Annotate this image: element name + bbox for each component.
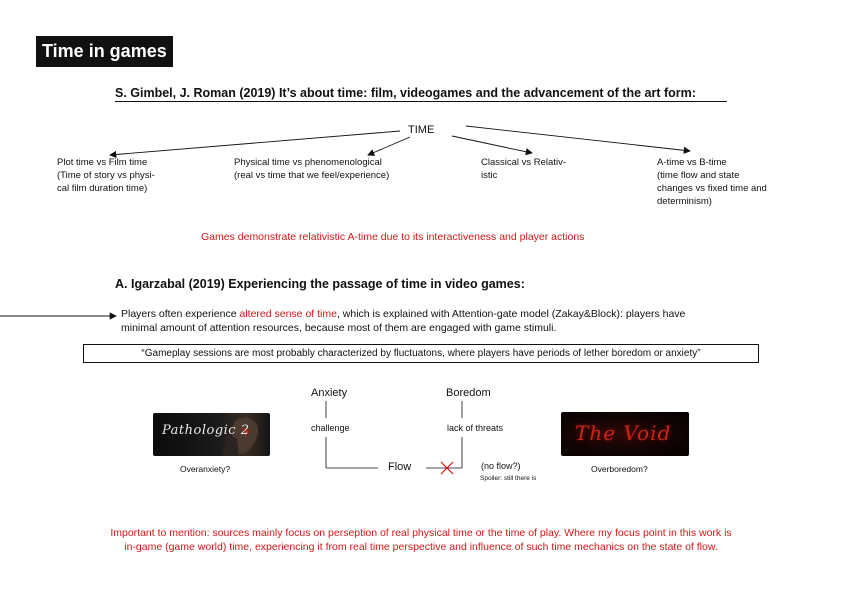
the-void-logo: The Void: [575, 421, 672, 445]
spoiler-note: Spoiler: still there is: [480, 475, 537, 482]
page-title: Time in games: [36, 36, 173, 67]
gameplay-quote: “Gameplay sessions are most probably characterized by fluctuatons, where players have periods of lether boredom or anxiety”: [83, 344, 759, 363]
branch-classical: Classical vs Relativ- istic: [481, 157, 566, 181]
footer-note: Important to mention: sources mainly focus on perseption of real physical time or the time of play. Where my focus point in this work is in-game (game world) time, experiencing it from real time perspective and influence of such time mechanics on the state of flow.: [110, 527, 732, 553]
flow-label: Flow: [388, 461, 412, 473]
branch-physical-time: Physical time vs phenomenological (real vs time that we feel/experience): [234, 157, 390, 181]
challenge-label: challenge: [311, 423, 350, 433]
overanxiety-caption: Overanxiety?: [180, 464, 231, 474]
boredom-label: Boredom: [446, 387, 491, 399]
pathologic-2-logo: Pathologic 2: [162, 423, 250, 438]
the-void-image: [561, 412, 689, 456]
lack-of-threats-label: lack of threats: [447, 423, 504, 433]
attention-gate-paragraph: Players often experience altered sense of time, which is explained with Attention-gate model (Zakay&Block): players have minimal amount of attention resources, because most of them are engaged with game stimuli.: [121, 308, 686, 334]
branch-plot-time: Plot time vs Film time (Time of story vs physi- cal film duration time): [57, 157, 155, 194]
gimbel-roman-heading: S. Gimbel, J. Roman (2019) It’s about time: film, videogames and the advancement of the art form:: [115, 86, 696, 100]
section1-conclusion: Games demonstrate relativistic A-time due to its interactiveness and player actions: [201, 231, 585, 243]
igarzabal-heading: A. Igarzabal (2019) Experiencing the passage of time in video games:: [115, 277, 525, 291]
branch-a-time: A-time vs B-time (time flow and state changes vs fixed time and determinism): [657, 157, 767, 207]
anxiety-label: Anxiety: [311, 387, 348, 399]
altered-sense-highlight: altered sense of time: [239, 308, 337, 320]
time-root-label: TIME: [408, 124, 435, 136]
pathologic-2-image: [153, 413, 270, 456]
no-flow-label: (no flow?): [481, 461, 521, 471]
overboredom-caption: Overboredom?: [591, 464, 648, 474]
